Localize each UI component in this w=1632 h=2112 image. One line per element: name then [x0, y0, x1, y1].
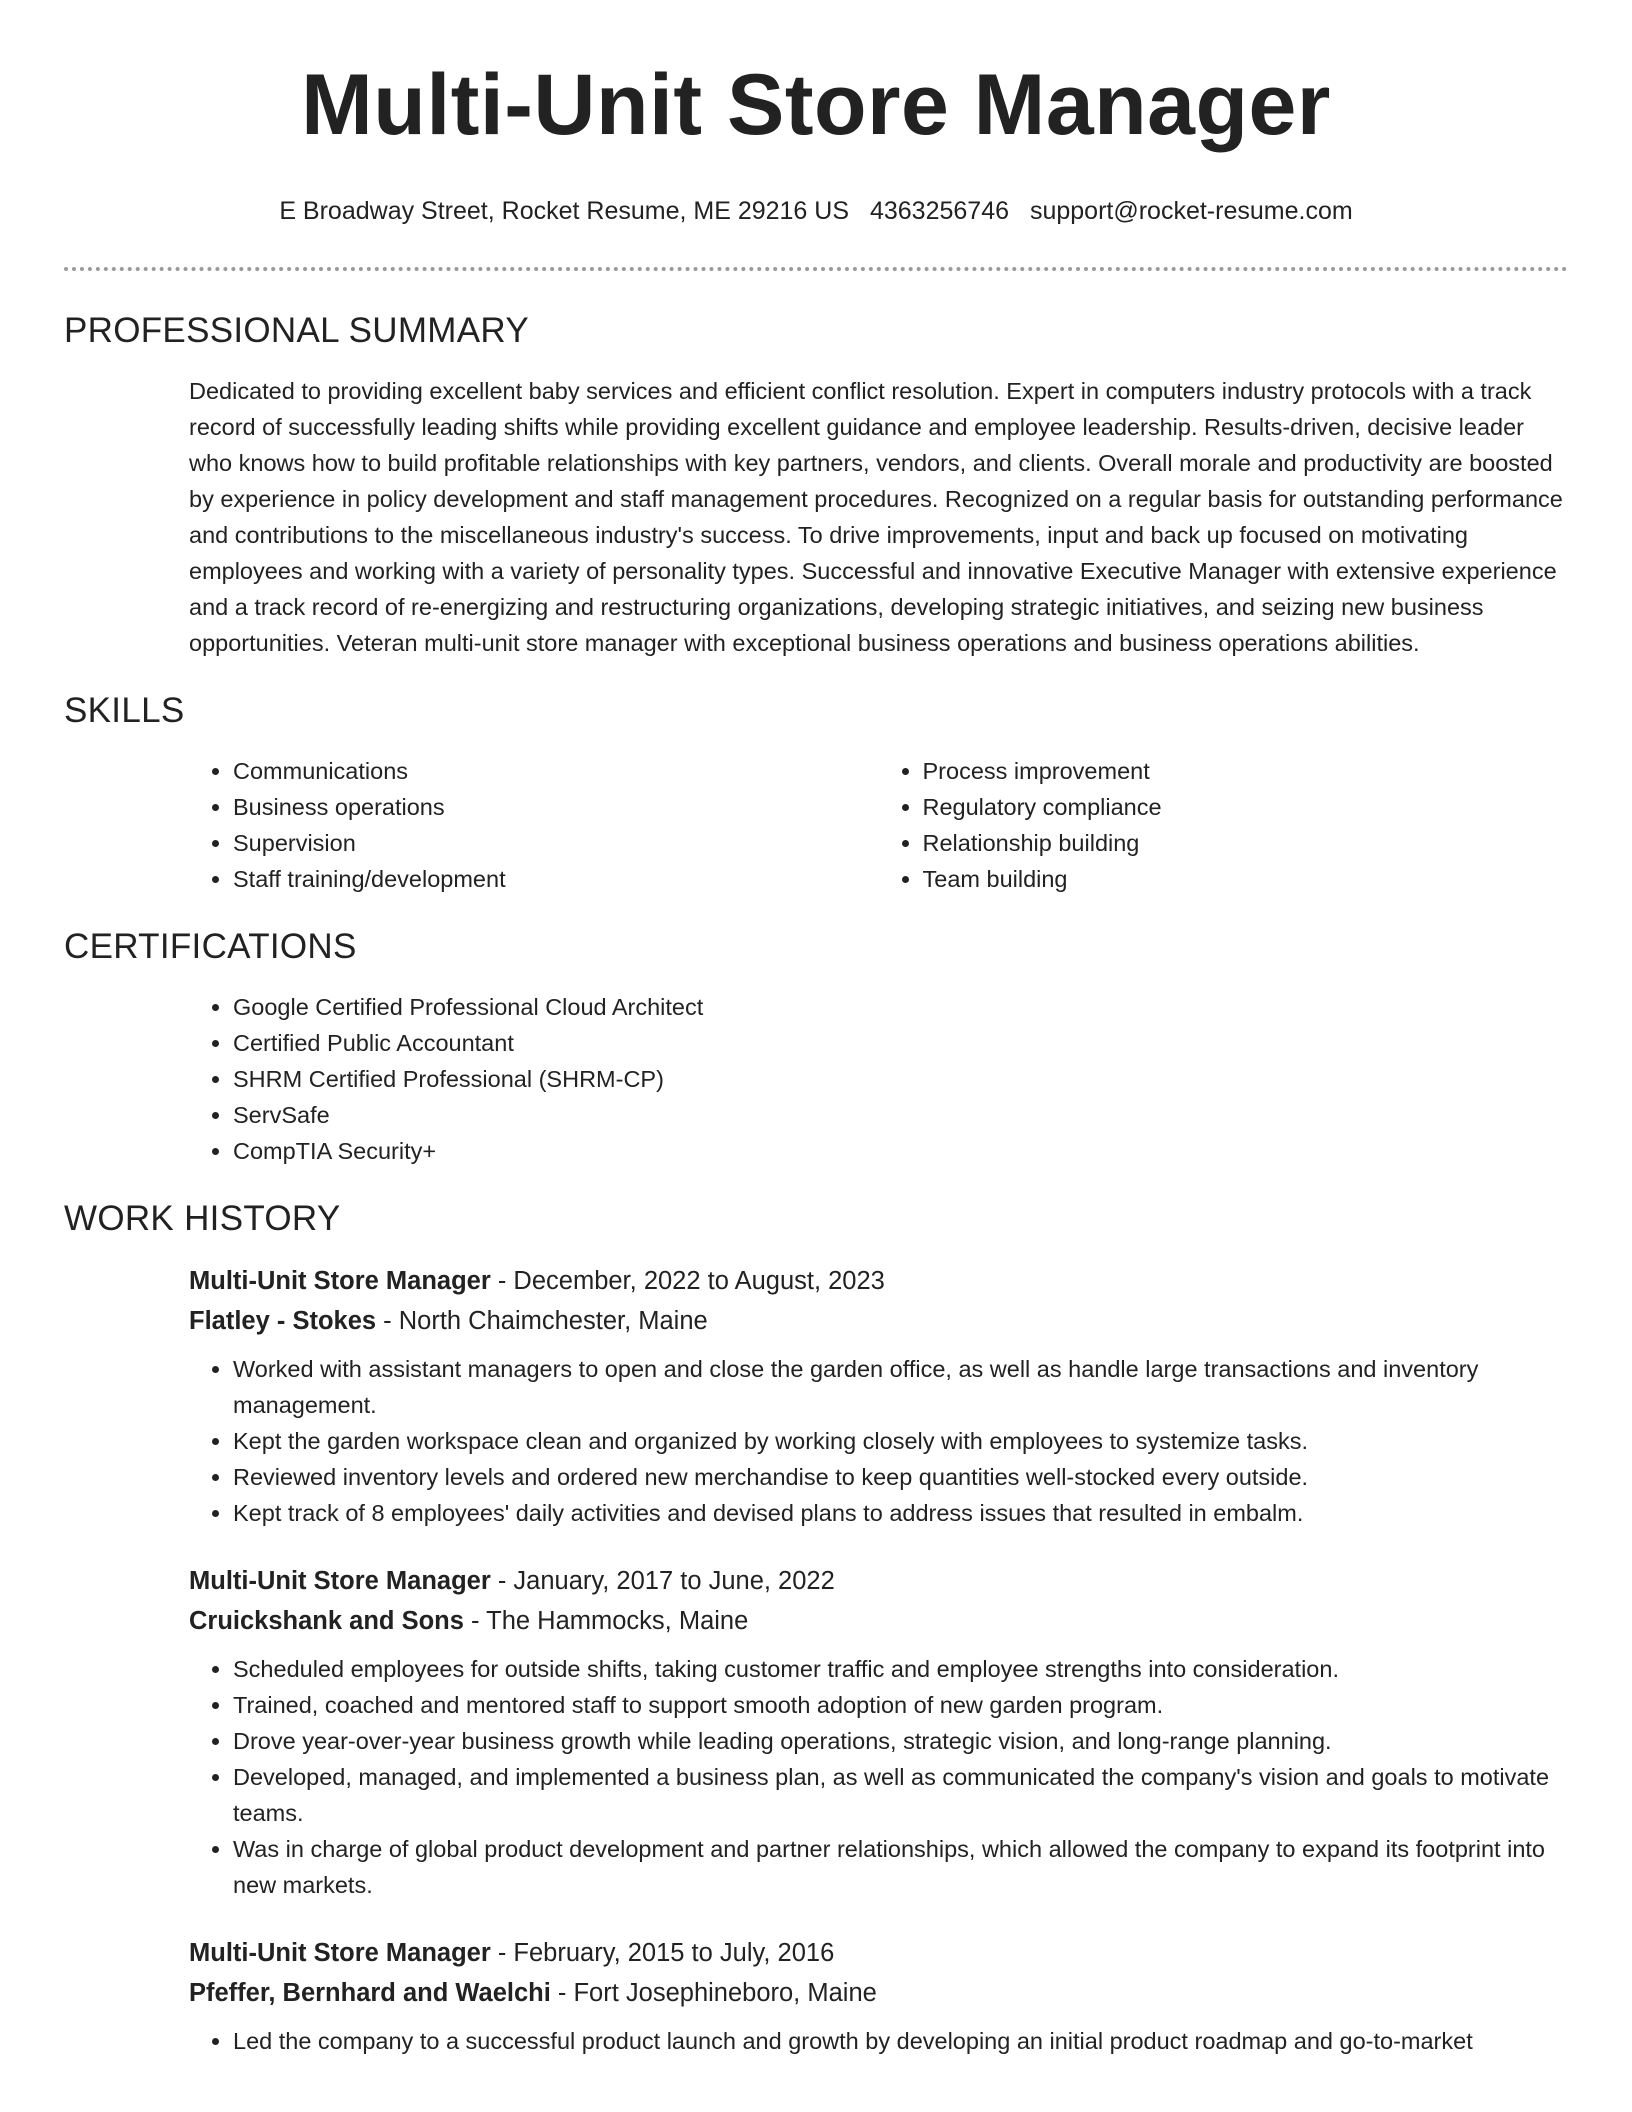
- certification-item: • ServSafe: [233, 1097, 1568, 1133]
- skill-item: • Regulatory compliance: [923, 789, 1569, 825]
- job-role: Multi-Unit Store Manager: [189, 1267, 491, 1295]
- job-location: - North Chaimchester, Maine: [376, 1307, 708, 1335]
- job-bullet: • Kept the garden workspace clean and organized by working closely with employees to systemize tasks.: [233, 1423, 1568, 1459]
- job-company: Flatley - Stokes: [189, 1307, 377, 1335]
- job-bullet: • Kept track of 8 employees' daily activities and devised plans to address issues that resulted in embalm.: [233, 1495, 1568, 1531]
- job-dates: - February, 2015 to July, 2016: [490, 1939, 835, 1967]
- skill-item: • Relationship building: [923, 825, 1569, 861]
- skills-left-list: [189, 753, 879, 897]
- job-bullet: • Was in charge of global product development and partner relationships, which allowed the company to expand its footprint into new markets.: [233, 1831, 1568, 1903]
- job-bullets: [189, 1351, 1568, 1531]
- work-history-heading: WORK HISTORY: [64, 1199, 341, 1238]
- certification-item: • Google Certified Professional Cloud Architect: [233, 989, 1568, 1025]
- job-entry: [189, 1561, 1568, 1903]
- certifications-body: [189, 989, 1568, 1169]
- resume-page: [64, 0, 1568, 2089]
- certification-item: • SHRM Certified Professional (SHRM-CP): [233, 1061, 1568, 1097]
- job-title-line: [189, 1933, 1568, 1973]
- job-company: Pfeffer, Bernhard and Waelchi: [189, 1979, 551, 2007]
- summary-heading: PROFESSIONAL SUMMARY: [64, 311, 529, 350]
- skill-item: • Team building: [923, 861, 1569, 897]
- summary-body: [189, 373, 1568, 661]
- summary-section: [64, 309, 1568, 661]
- contact-email: support@rocket-resume.com: [1029, 197, 1353, 225]
- skill-item: • Staff training/development: [233, 861, 879, 897]
- skill-item: • Supervision: [233, 825, 879, 861]
- job-bullets: [189, 2023, 1568, 2059]
- contact-line: [64, 195, 1568, 227]
- resume-name: Multi-Unit Store Manager: [301, 57, 1331, 153]
- certification-item: • Certified Public Accountant: [233, 1025, 1568, 1061]
- job-dates: - January, 2017 to June, 2022: [490, 1567, 835, 1595]
- job-dates: - December, 2022 to August, 2023: [490, 1267, 885, 1295]
- contact-address: E Broadway Street, Rocket Resume, ME 29216 US: [279, 197, 850, 225]
- job-bullet: • Scheduled employees for outside shifts, taking customer traffic and employee strengths into consideration.: [233, 1651, 1568, 1687]
- job-location: - Fort Josephineboro, Maine: [550, 1979, 877, 2007]
- job-entry: [189, 1261, 1568, 1531]
- job-entry: [189, 1933, 1568, 2059]
- job-bullet: • Developed, managed, and implemented a business plan, as well as communicated the company's vision and goals to motivate teams.: [233, 1759, 1568, 1831]
- job-bullets: [189, 1651, 1568, 1903]
- job-company-line: [189, 1973, 1568, 2013]
- job-company: Cruickshank and Sons: [189, 1607, 464, 1635]
- contact-phone: 4363256746: [869, 197, 1010, 225]
- job-role: Multi-Unit Store Manager: [189, 1567, 491, 1595]
- certification-item: • CompTIA Security+: [233, 1133, 1568, 1169]
- job-bullet: • Worked with assistant managers to open and close the garden office, as well as handle large transactions and inventory management.: [233, 1351, 1568, 1423]
- skills-right-list: [879, 753, 1569, 897]
- skills-section: [64, 689, 1568, 897]
- job-title-line: [189, 1261, 1568, 1301]
- job-location: - The Hammocks, Maine: [463, 1607, 749, 1635]
- work-history-body: [189, 1261, 1568, 2059]
- skill-item: • Business operations: [233, 789, 879, 825]
- certifications-list: [189, 989, 1568, 1169]
- header-divider: [64, 267, 1568, 271]
- skill-item: • Communications: [233, 753, 879, 789]
- skill-item: • Process improvement: [923, 753, 1569, 789]
- skills-grid: [189, 753, 1568, 897]
- job-bullet: • Drove year-over-year business growth while leading operations, strategic vision, and long-range planning.: [233, 1723, 1568, 1759]
- job-company-line: [189, 1301, 1568, 1341]
- job-bullet: • Reviewed inventory levels and ordered new merchandise to keep quantities well-stocked every outside.: [233, 1459, 1568, 1495]
- job-role: Multi-Unit Store Manager: [189, 1939, 491, 1967]
- job-company-line: [189, 1601, 1568, 1641]
- job-bullet: • Trained, coached and mentored staff to support smooth adoption of new garden program.: [233, 1687, 1568, 1723]
- summary-text: Dedicated to providing excellent baby services and efficient conflict resolution. Expert in computers industry protocols with a track record of successfully leading shifts while providing excellent guidance and employee leadership. Results-driven, decisive leader who knows how to build profitable relationships with key partners, vendors, and clients. Overall morale and productivity are boosted by experience in policy development and staff management procedures. Recognized on a regular basis for outstanding performance and contributions to the miscellaneous industry's success. To drive improvements, input and back up focused on motivating employees and working with a variety of personality types. Successful and innovative Executive Manager with extensive experience and a track record of re-energizing and restructuring organizations, developing strategic initiatives, and seizing new business opportunities. Veteran multi-unit store manager with exceptional business operations and business operations abilities.: [189, 378, 1563, 656]
- certifications-section: [64, 925, 1568, 1169]
- work-history-section: [64, 1197, 1568, 2059]
- skills-heading: SKILLS: [64, 691, 185, 730]
- job-title-line: [189, 1561, 1568, 1601]
- certifications-heading: CERTIFICATIONS: [64, 927, 357, 966]
- job-bullet: • Led the company to a successful product launch and growth by developing an initial product roadmap and go-to-market: [233, 2023, 1568, 2059]
